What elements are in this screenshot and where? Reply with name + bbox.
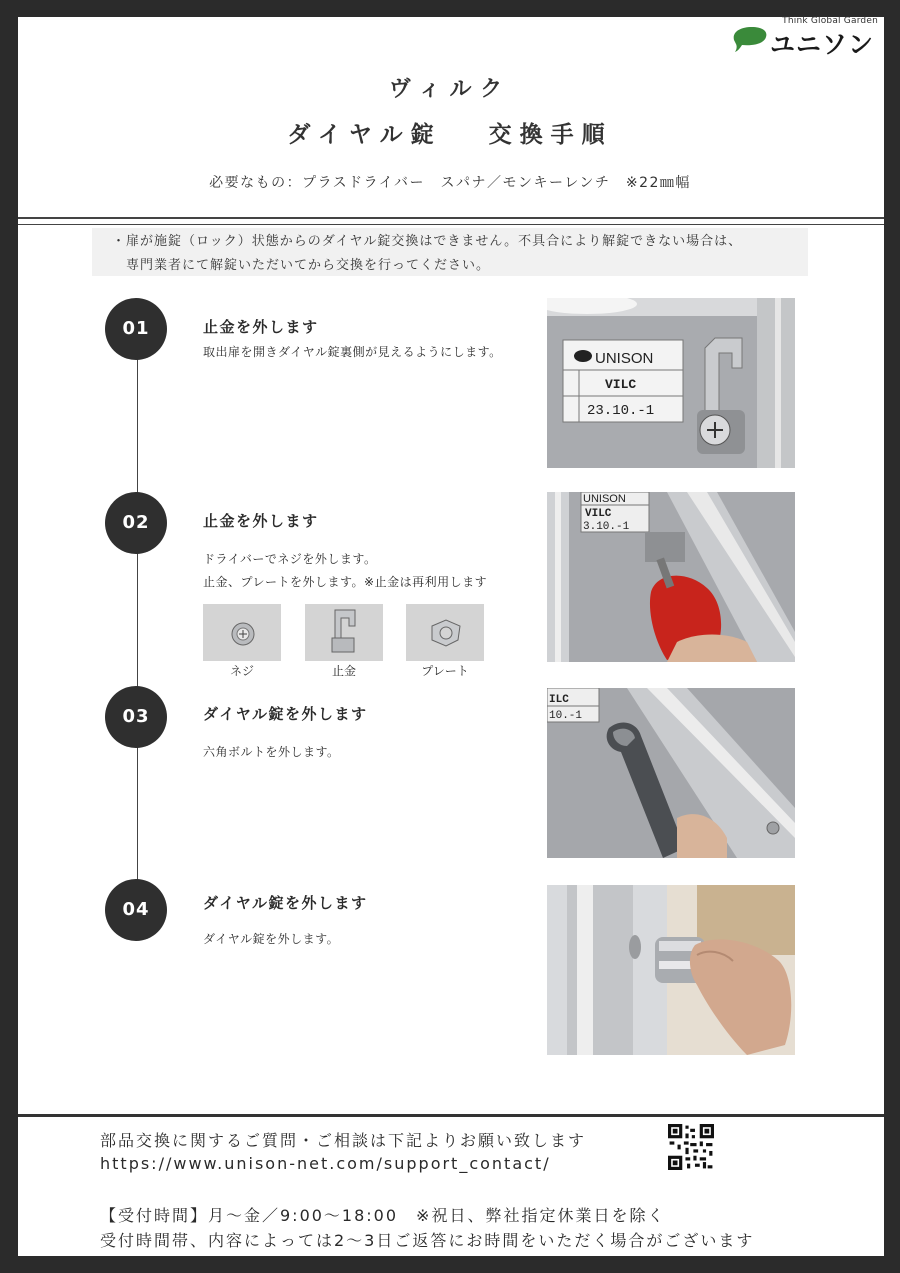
label-brand: UNISON [595, 350, 654, 367]
step-number-badge: 02 [105, 492, 167, 554]
step-photo [547, 688, 795, 858]
step-title: ダイヤル錠を外します [203, 705, 368, 723]
notice-line-2: 専門業者にて解錠いただいてから交換を行ってください。 [126, 258, 491, 273]
plate-part-image [406, 604, 484, 661]
step-timeline [137, 330, 138, 910]
qr-code-icon[interactable] [668, 1124, 714, 1170]
label-lot: 23.10.-1 [587, 403, 655, 419]
notice-box [92, 228, 808, 276]
leaf-logo-icon [730, 24, 770, 52]
required-tools: 必要なもの：プラスドライバー スパナ／モンキーレンチ ※22㎜幅 [209, 175, 691, 191]
label-lot: 10.-1 [549, 710, 583, 722]
step-number-badge: 04 [105, 879, 167, 941]
label-model: VILC [605, 377, 637, 392]
step-description: 取出扉を開きダイヤル錠裏側が見えるようにします。 [203, 345, 502, 359]
label-lot: 3.10.-1 [583, 521, 630, 533]
label-model: VILC [585, 508, 612, 520]
notice-line-1: ・扉が施錠（ロック）状態からのダイヤル錠交換はできません。不具合により解錠できない場合は、 [112, 234, 743, 249]
product-title: ヴィルク [388, 77, 512, 102]
part-label: ネジ [229, 664, 254, 678]
stopper-part-image [305, 604, 383, 661]
label-brand: UNISON [583, 493, 626, 505]
part-label: プレート [421, 664, 469, 678]
inquiry-text: 部品交換に関するご質問・ご相談は下記よりお願い致します [100, 1131, 587, 1150]
part-label: 止金 [331, 664, 356, 678]
step-number-badge: 03 [105, 686, 167, 748]
business-hours: 【受付時間】月～金／9:00～18:00 ※祝日、弊社指定休業日を除く [100, 1206, 666, 1225]
logo-wordmark: ユニソン [770, 30, 875, 59]
procedure-title: ダイヤル錠 交換手順 [287, 122, 613, 148]
support-url-link[interactable]: https://www.unison-net.com/support_contact/ [100, 1154, 551, 1173]
header-divider [18, 217, 884, 219]
step-photo [547, 298, 795, 468]
step-description: 止金、プレートを外します。※止金は再利用します [203, 575, 488, 589]
step-title: ダイヤル錠を外します [203, 894, 368, 912]
brand-logo [730, 16, 882, 59]
step-description: 六角ボルトを外します。 [203, 745, 340, 759]
label-model: ILC [549, 694, 569, 706]
step-photo [547, 492, 795, 662]
step-description: ドライバーでネジを外します。 [203, 552, 377, 566]
step-description: ダイヤル錠を外します。 [203, 932, 340, 946]
step-number-badge: 01 [105, 298, 167, 360]
response-note: 受付時間帯、内容によっては2～3日ご返答にお時間をいただく場合がございます [100, 1231, 755, 1250]
step-photo [547, 885, 795, 1055]
logo-tagline: Think Global Garden [782, 16, 878, 26]
step-title: 止金を外します [203, 318, 319, 336]
header-divider-thin [18, 224, 884, 225]
step-title: 止金を外します [203, 512, 319, 530]
footer-divider [18, 1114, 884, 1117]
screw-part-image [203, 604, 281, 661]
